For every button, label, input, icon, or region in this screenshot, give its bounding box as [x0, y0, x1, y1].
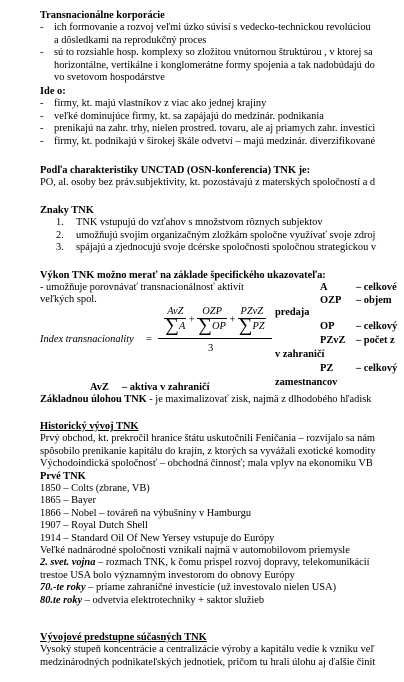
legend-key: A [320, 282, 328, 293]
legend-key: PZvZ [320, 335, 346, 346]
timeline-item: 1850 – Colts (zbrane, VB) [40, 483, 150, 495]
item-number: 3. [56, 242, 64, 254]
fraction-den: OP [211, 321, 226, 333]
bullet-item: - sú to rozsiahle hosp. komplexy so zložitou vnútornou štruktúrou , v ktorej sa [40, 47, 404, 59]
section-ide-o [40, 86, 404, 148]
paragraph-line: Vysoký stupeň koncentrácie a centralizácie výroby a kapitálu vedie k vzniku veľ [40, 644, 375, 656]
legend-value: – celkový [356, 321, 398, 332]
legend-value: – počet z [356, 335, 395, 346]
section-heading: Podľa charakteristiky UNCTAD (OSN-konferencia) TNK je: [40, 165, 311, 176]
period-line-cont: trestoe USA bolo významným investorom do obnovy Európy [40, 569, 295, 581]
paragraph-line: Veľké nadnárodné spoločnosti vznikali najmä v automobilovom priemysle [40, 545, 350, 557]
section-heading: Výkon TNK možno merať na základe špecifického ukazovateľa: [40, 270, 326, 281]
avz-value: – aktíva v zahraničí [122, 382, 210, 393]
paragraph: PO, al. osoby bez práv.subjektivity, kt. pozostávajú z materských spoločností a d [40, 177, 376, 189]
legend-value: – celkové [356, 282, 397, 293]
paragraph-line: Východoindická spoločnosť – obchodná činnosť; mala vplyv na ekonomiku VB [40, 458, 373, 470]
section-performance [40, 270, 404, 282]
item-text: umožňujú svojim organizačným zložkám spoločne využívať svoje zdroj [76, 229, 376, 241]
sigma-symbol: ∑ [198, 315, 212, 337]
fraction-top: AvZ [164, 306, 186, 319]
plus-sign: + [188, 314, 195, 326]
item-number: 2. [56, 229, 64, 241]
equals-sign: = [146, 334, 152, 345]
timeline-item: 1865 – Bayer [40, 495, 96, 507]
bullet-item: - veľké dominujúce firmy, kt. sa zapájajú do medzinár. podnikania [40, 111, 404, 123]
section-predecessors [40, 632, 404, 669]
basic-task-text: - je maximalizovať zisk, najmä z dlhodobého hľadisk [146, 394, 372, 405]
bullet-item: - prenikajú na zahr. trhy, nielen prostred. tovaru, ale aj priamych zahr. investíci [40, 123, 404, 135]
period-line [40, 595, 404, 607]
legend-key: OP [320, 321, 335, 332]
basic-task [40, 394, 371, 406]
legend-key: v zahraničí [275, 349, 325, 360]
fraction-pzvz [238, 306, 266, 337]
timeline-item: 1907 – Royal Dutch Shell [40, 520, 148, 532]
basic-task-label: Základnou úlohou TNK [40, 394, 147, 405]
section-tnk-features [40, 205, 404, 255]
sigma-symbol: ∑ [165, 315, 179, 337]
item-text: TNK vstupujú do vzťahov s množstvom rôznych subjektov [76, 217, 323, 229]
paragraph-line: Prvý obchod, kt. prekročil hranice štátu uskutočnili Feničania – rozvíjalo sa nám [40, 433, 376, 445]
numbered-item [40, 242, 404, 254]
plus-sign: + [229, 314, 236, 326]
legend-key: OZP [320, 295, 342, 306]
section-heading: Historický vývoj TNK [40, 421, 139, 432]
bullet-continuation: vo svetovom hospodárstve [54, 72, 165, 84]
paragraph-line: spôsobilo prenikanie kapitálu do krajín, z ktorých sa vyvážali exotické komodity [40, 445, 376, 457]
index-label: Index transnacionality [40, 334, 134, 345]
item-number: 1. [56, 217, 64, 229]
period-line [40, 582, 404, 594]
period-text: – odvetvia elektrotechniky + saktor služieb [82, 594, 265, 606]
main-fraction-bar [158, 338, 272, 339]
section-unctad [40, 165, 404, 190]
fraction-top: PZvZ [238, 306, 266, 319]
avz-key: AvZ [90, 382, 109, 393]
section-history [40, 421, 404, 607]
numbered-item [40, 217, 404, 229]
bullet-item: - ich formovanie a rozvoj veľmi úzko súvisí s vedecko-technickou revolúciou [40, 22, 404, 34]
formula-numerator [158, 306, 272, 337]
period-text: – rozmach TNK, k čomu prispel rozvoj dopravy, telekomunikácií [95, 557, 370, 569]
bullet-item: - firmy, kt. majú vlastníkov z viac ako jednej krajiny [40, 98, 404, 110]
fraction-bottom [164, 315, 186, 337]
performance-note: - umožňuje porovnávať transnacionálnosť aktivít [40, 282, 244, 293]
legend-value: – objem [356, 295, 392, 306]
section-heading: Transnacionálne korporácie [40, 10, 165, 21]
performance-note-cont: veľkých spol. [40, 294, 97, 305]
section-heading: Znaky TNK [40, 205, 94, 216]
section-transnational-corporations [40, 10, 404, 84]
sigma-symbol: ∑ [238, 315, 253, 337]
subheading: Prvé TNK [40, 470, 86, 482]
period-label: 70.-te roky [40, 582, 86, 594]
fraction-bottom [238, 315, 266, 337]
period-label: 2. svet. vojna [40, 557, 96, 569]
fraction-bottom [197, 315, 226, 337]
period-line [40, 557, 404, 569]
timeline-item: 1866 – Nobel – továreň na výbušniny v Hamburgu [40, 507, 252, 519]
bullet-continuation: horizontálne, vertikálne i konglomerátne formy spojenia a tak nadobúdajú do [54, 59, 375, 71]
fraction-top: OZP [197, 306, 226, 319]
fraction-avz [164, 306, 186, 337]
legend-value: – celkový [356, 363, 398, 374]
legend-key: PZ [320, 363, 334, 374]
period-text: – priame zahraničné investície (už investovalo nielen USA) [85, 582, 337, 594]
timeline-item: 1914 – Standard Oil Of New Yersey vstupuje do Európy [40, 532, 275, 544]
legend-key: zamestnancov [275, 377, 338, 388]
fraction-den: A [178, 321, 186, 333]
fraction-den: PZ [252, 321, 265, 333]
numbered-item [40, 230, 404, 242]
bullet-continuation: a dôsledkami na reprodukčný proces [54, 34, 207, 46]
legend-key: predaja [275, 307, 310, 318]
period-label: 80.te roky [40, 594, 83, 606]
bullet-item: - firmy, kt. podnikajú v širokej škále odvetví – majú medzinár. diverzifikované [40, 136, 404, 148]
fraction-ozp [197, 306, 226, 337]
denominator-three: 3 [208, 343, 214, 354]
section-heading: Ide o: [40, 86, 66, 97]
section-heading: Vývojové predstupne súčasných TNK [40, 632, 207, 643]
item-text: spájajú a zjednocujú svoje dcérske spoločnosti spoločnou strategickou v [76, 242, 377, 254]
paragraph-line: medzinárodných podnikateľských jednotiek, pričom tu hrali úlohu aj ďalšie činit [40, 656, 376, 668]
